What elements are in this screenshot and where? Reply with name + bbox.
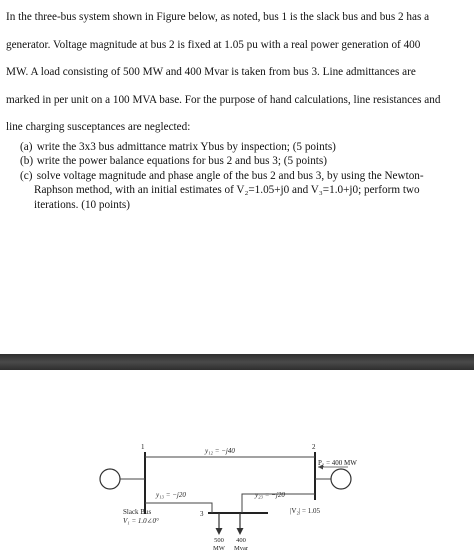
bus-2-label: 2 bbox=[312, 443, 316, 451]
problem-line: In the three-bus system shown in Figure below, as noted, bus 1 is the slack bus and bus 2 has a bbox=[6, 11, 430, 23]
y12-label: y₁₂ = −j40 bbox=[205, 447, 235, 455]
item-text: write the power balance equations for bus 2 and bus 3; (5 points) bbox=[36, 155, 327, 168]
item-label: (a) bbox=[20, 141, 33, 153]
bus-1-label: 1 bbox=[141, 443, 145, 451]
question-item-a bbox=[6, 140, 470, 154]
slack-bus-voltage: V₁ = 1.0∠0° bbox=[123, 517, 159, 525]
problem-line: MW. A load consisting of 500 MW and 400 Mvar is taken from bus 3. Line admittances are bbox=[6, 66, 416, 79]
v2-label: |V₂| = 1.05 bbox=[290, 507, 320, 515]
item-text: solve voltage magnitude and phase angle of the bus 2 and bus 3, by using the Newton- bbox=[36, 169, 424, 182]
arrow-down-icon bbox=[237, 528, 244, 535]
problem-statement bbox=[6, 4, 470, 142]
question-item-b bbox=[6, 154, 470, 168]
slack-bus-title: Slack Bus bbox=[123, 508, 152, 516]
load-q-unit: Mvar bbox=[233, 545, 249, 552]
problem-line: marked in per unit on a 100 MVA base. For the purpose of hand calculations, line resistances and bbox=[6, 93, 441, 106]
load-p-unit: MW bbox=[213, 545, 225, 552]
question-item-c bbox=[6, 169, 470, 212]
three-bus-diagram bbox=[0, 372, 474, 557]
item-text-continued: Raphson method, with an initial estimates of V₂=1.05+j0 and V₃=1.0+j0; perform two bbox=[34, 184, 420, 197]
arrow-down-icon bbox=[216, 528, 223, 535]
load-p-value: 500 bbox=[214, 537, 224, 544]
bus-3-label: 3 bbox=[200, 510, 204, 518]
y23-label: y₂₃ = −j20 bbox=[255, 491, 285, 499]
section-divider bbox=[0, 354, 474, 370]
item-text: write the 3x3 bus admittance matrix Ybus by inspection; (5 points) bbox=[36, 141, 336, 153]
load-q-value: 400 bbox=[236, 537, 246, 544]
item-label: (b) bbox=[20, 155, 34, 168]
problem-line: generator. Voltage magnitude at bus 2 is fixed at 1.05 pu with a real power generation of 400 bbox=[6, 38, 421, 51]
generator-2-icon bbox=[331, 469, 351, 489]
problem-line: line charging susceptances are neglected: bbox=[6, 121, 191, 134]
y13-label: y₁₃ = −j20 bbox=[156, 491, 186, 499]
p2-label: P₂ = 400 MW bbox=[318, 459, 357, 467]
slack-generator-icon bbox=[100, 469, 120, 489]
item-label: (c) bbox=[20, 169, 33, 182]
question-list bbox=[6, 140, 470, 212]
item-text-continued: iterations. (10 points) bbox=[34, 198, 131, 211]
